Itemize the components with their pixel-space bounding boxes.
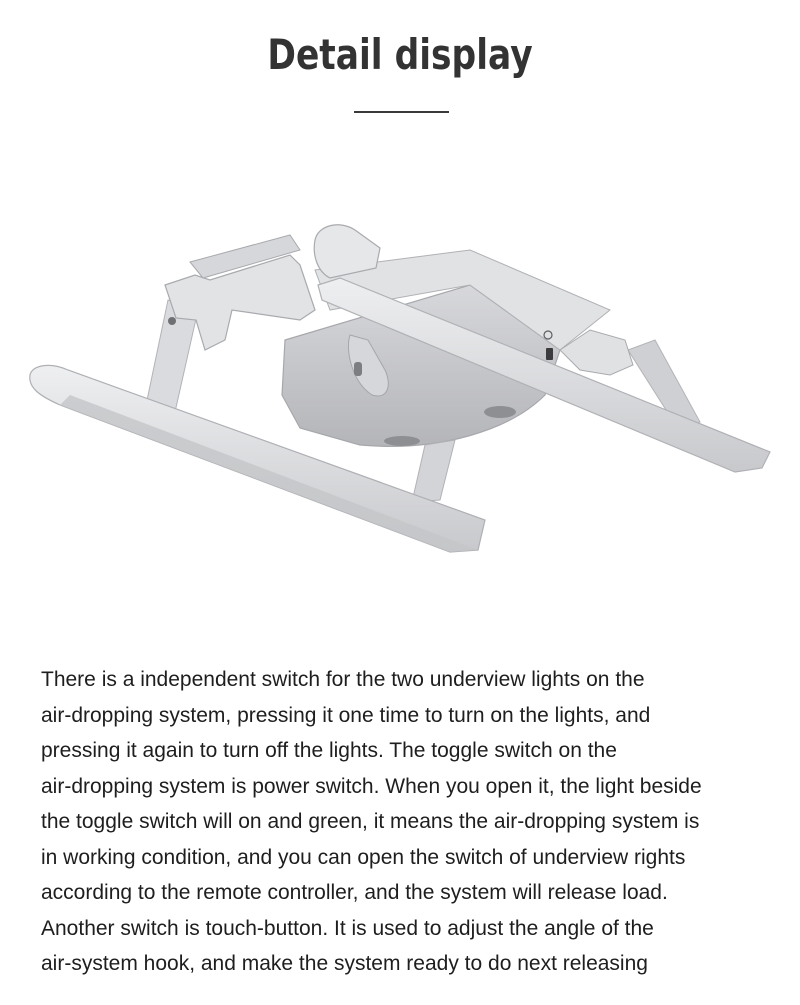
toggle-switch-icon xyxy=(546,348,553,360)
description-line: There is a independent switch for the two underview lights on the xyxy=(41,668,645,691)
underview-light-2 xyxy=(384,436,420,446)
product-image xyxy=(0,190,800,590)
description-line: according to the remote controller, and the system will release load. xyxy=(41,881,668,904)
description-line: air-dropping system, pressing it one time to turn on the lights, and xyxy=(41,703,651,727)
underview-light-1 xyxy=(484,406,516,418)
rear-leg-left xyxy=(412,440,455,502)
hook-slot xyxy=(354,362,362,376)
page-title: Detail display xyxy=(267,30,533,79)
description-line: Another switch is touch-button. It is used to adjust the angle of the xyxy=(41,916,654,940)
description-line: pressing it again to turn off the lights. The toggle switch on the xyxy=(41,739,617,762)
description-line: in working condition, and you can open the switch of underview rights xyxy=(41,845,686,869)
description-line: air-system hook, and make the system ready to do next releasing xyxy=(41,952,648,975)
title-divider xyxy=(354,111,449,113)
description-text xyxy=(41,662,771,982)
screw-left-1 xyxy=(168,317,176,325)
description-line: air-dropping system is power switch. When you open it, the light beside xyxy=(41,774,702,798)
description-line: the toggle switch will on and green, it means the air-dropping system is xyxy=(41,810,700,833)
